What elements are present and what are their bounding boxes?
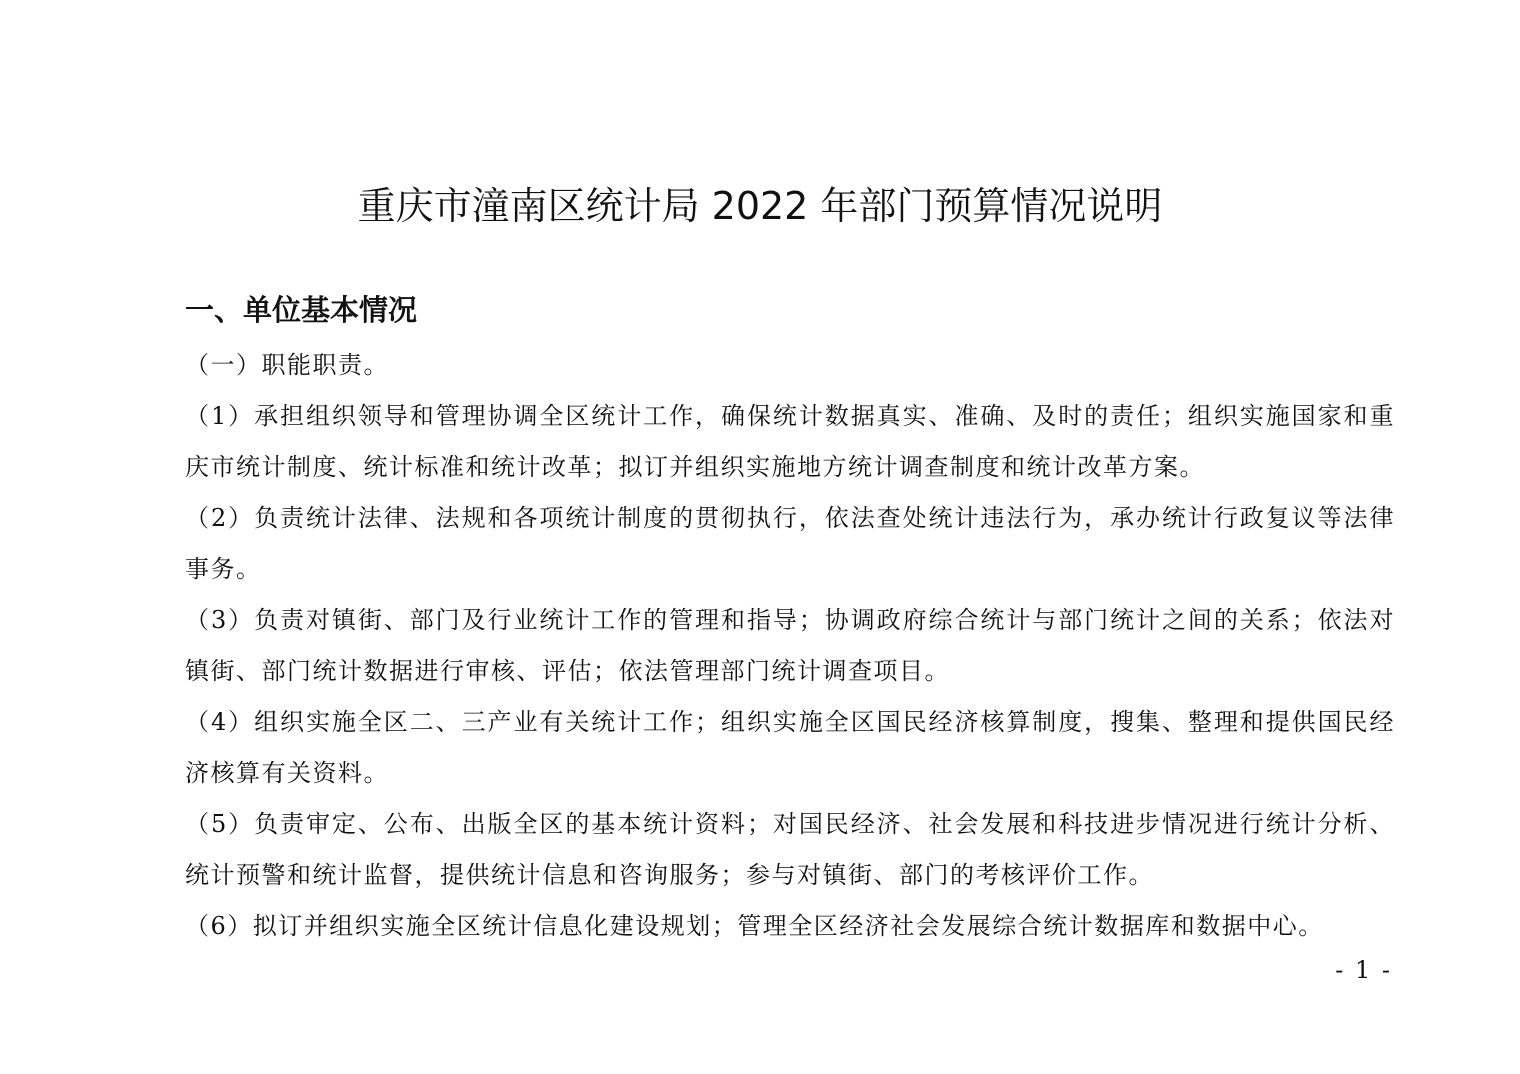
duty-item-4: （4）组织实施全区二、三产业有关统计工作；组织实施全区国民经济核算制度，搜集、整理和提供国民经济核算有关资料。 [185,708,1395,787]
duty-item-6: （6）拟订并组织实施全区统计信息化建设规划；管理全区经济社会发展综合统计数据库和数据中心。 [185,912,1324,940]
subsection-heading: （一）职能职责。 [185,351,389,379]
duty-item-1: （1）承担组织领导和管理协调全区统计工作，确保统计数据真实、准确、及时的责任；组织实施国家和重庆市统计制度、统计标准和统计改革；拟订并组织实施地方统计调查制度和统计改革方案。 [185,402,1395,481]
document-title: 重庆市潼南区统计局 2022 年部门预算情况说明 [357,184,1163,228]
duty-item-2: （2）负责统计法律、法规和各项统计制度的贯彻执行，依法查处统计违法行为，承办统计行政复议等法律事务。 [185,504,1395,583]
duty-item-3: （3）负责对镇街、部门及行业统计工作的管理和指导；协调政府综合统计与部门统计之间的关系；依法对镇街、部门统计数据进行审核、评估；依法管理部门统计调查项目。 [185,606,1395,685]
section-heading: 一、单位基本情况 [185,293,418,327]
document-body [185,340,1395,952]
page-number: - 1 - [1335,956,1392,984]
duty-item-5: （5）负责审定、公布、出版全区的基本统计资料；对国民经济、社会发展和科技进步情况进行统计分析、统计预警和统计监督，提供统计信息和咨询服务；参与对镇街、部门的考核评价工作。 [185,810,1395,889]
